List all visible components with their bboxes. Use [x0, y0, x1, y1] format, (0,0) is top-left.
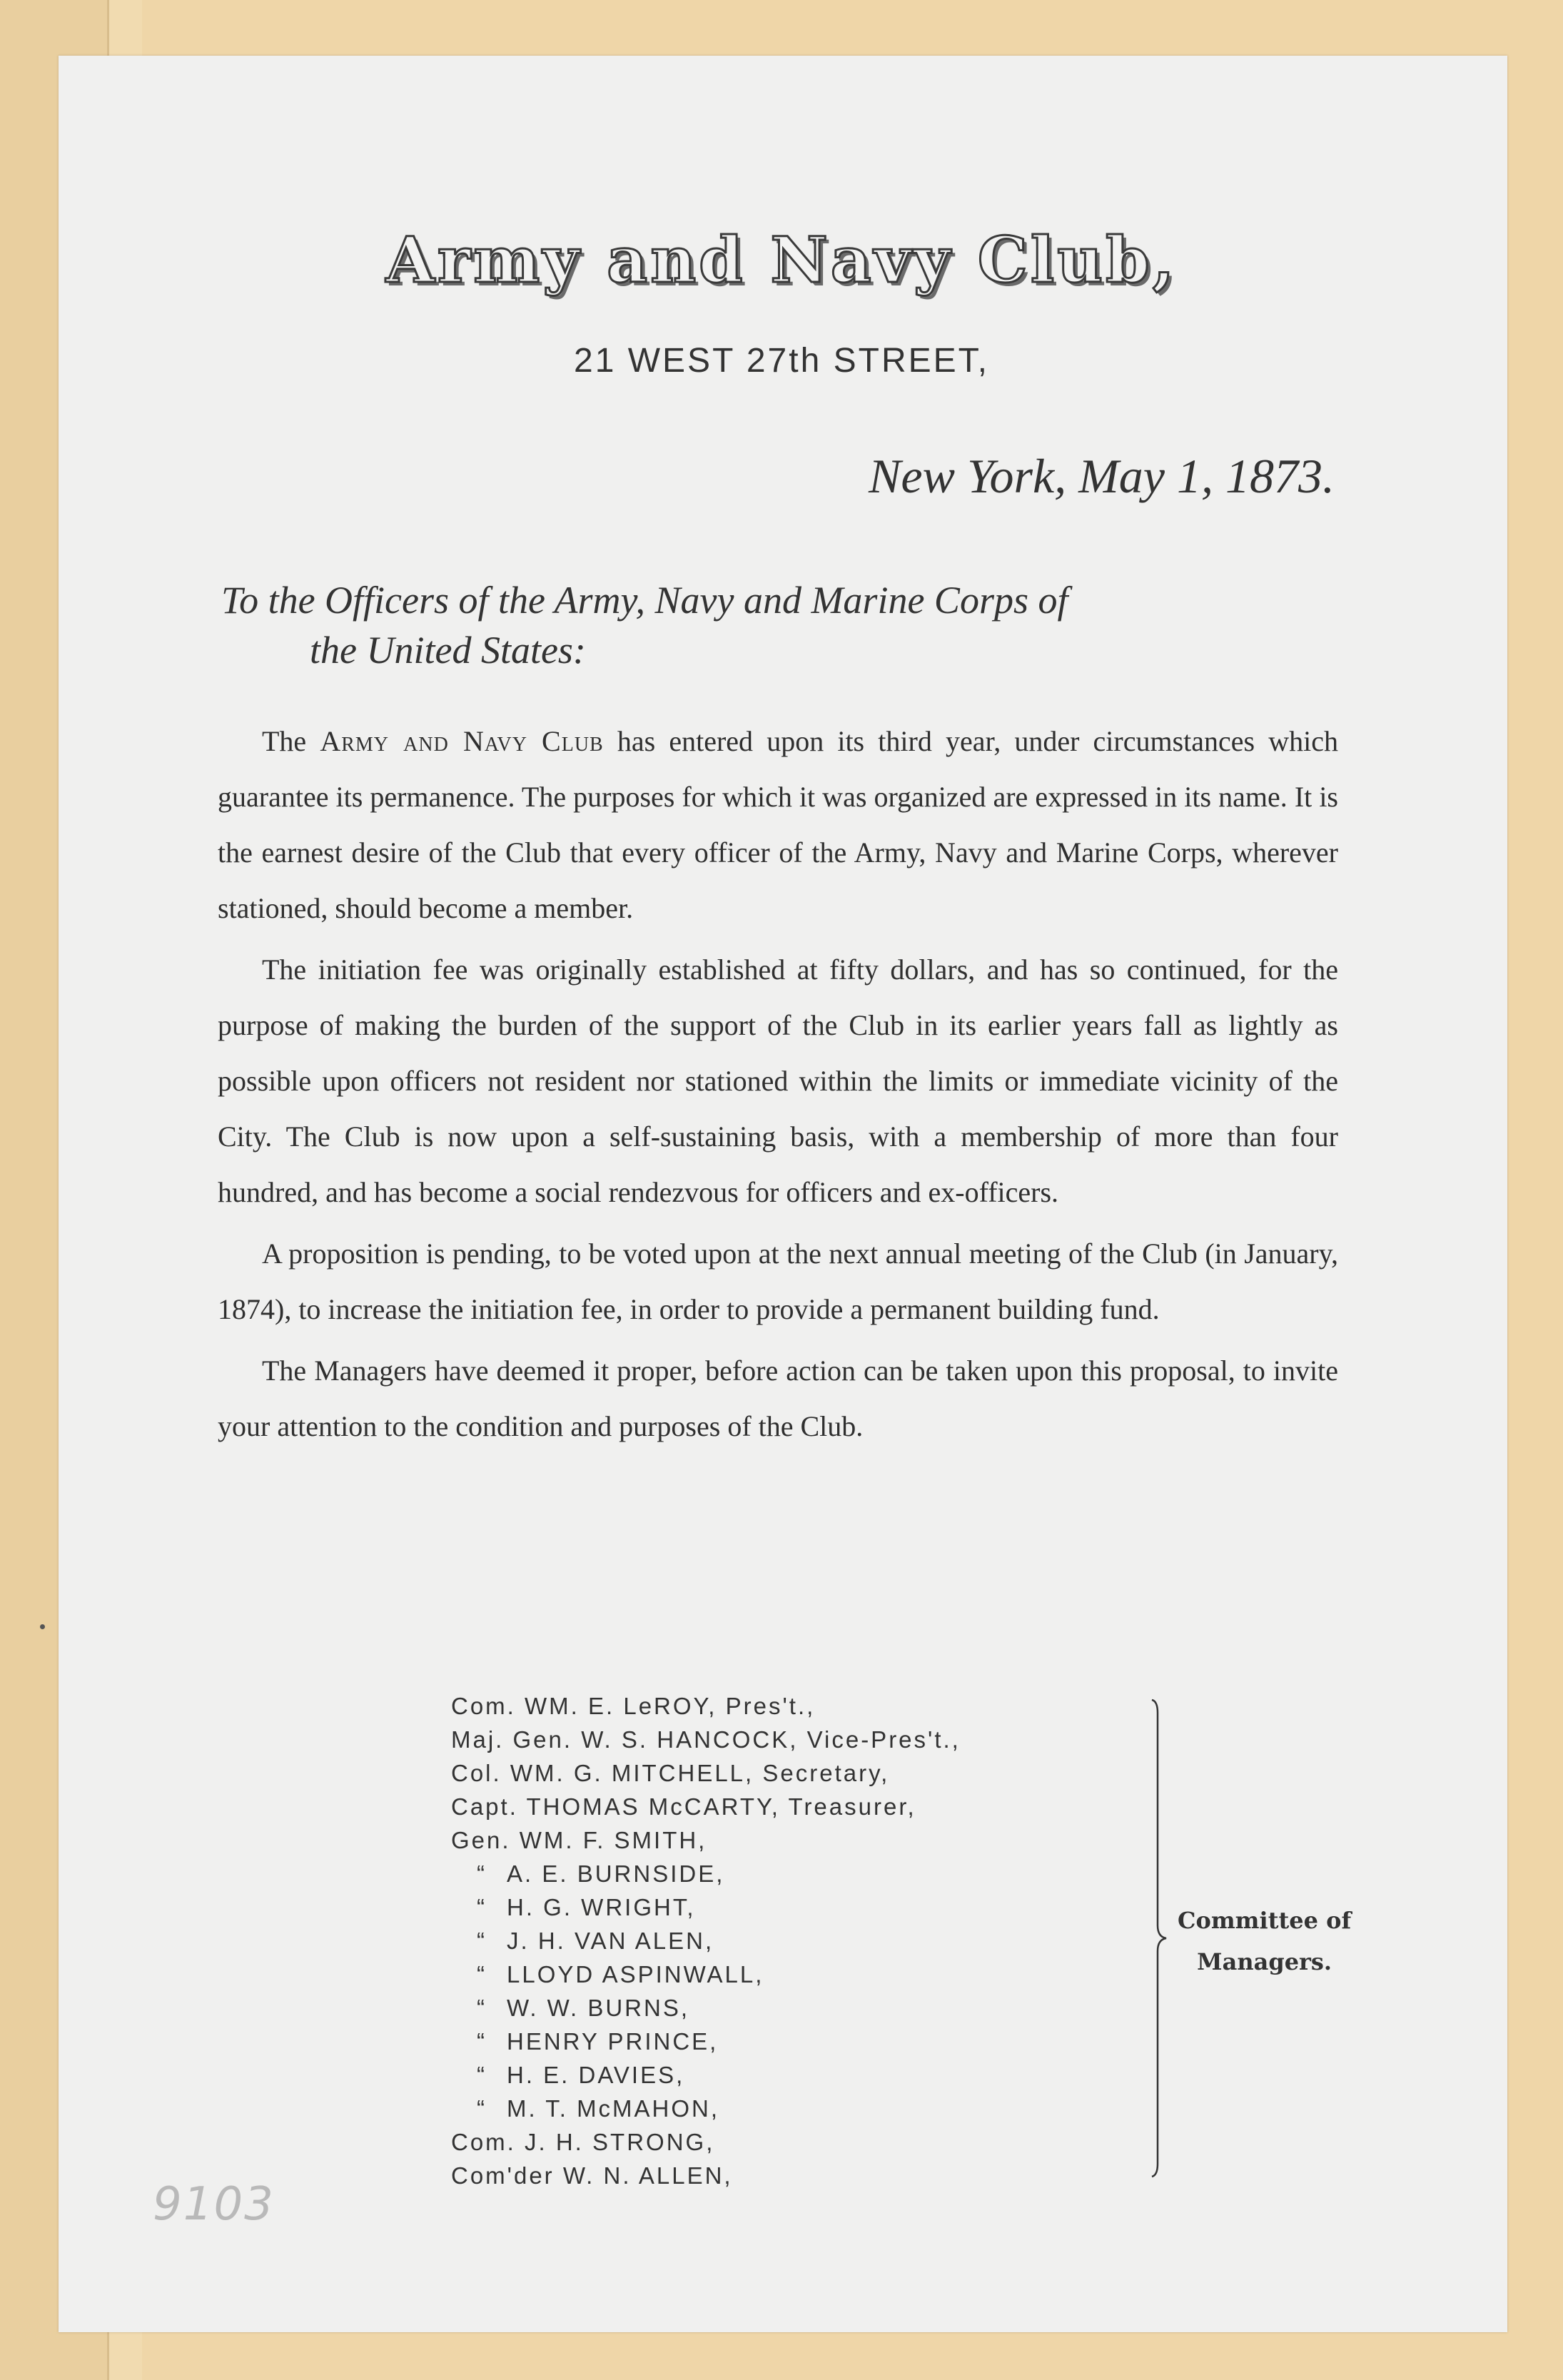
club-name: Army and Navy Club	[320, 725, 604, 757]
mount-spot	[40, 1624, 45, 1629]
paragraph-4: The Managers have deemed it proper, before action can be taken upon this proposal, to invite your attention to the condition and purposes of the Club.	[218, 1354, 1338, 1442]
salutation	[221, 575, 1363, 675]
letterhead-address: 21 WEST 27th STREET,	[574, 342, 989, 380]
signatory	[451, 2092, 961, 2125]
ditto-mark: “	[477, 2062, 487, 2088]
committee-label	[1178, 1900, 1351, 1983]
signatory-rank: Com.	[451, 2129, 516, 2155]
salutation-line-2: the United States:	[310, 629, 586, 672]
signatory-rank: Maj. Gen.	[451, 1726, 573, 1753]
signatory	[451, 2125, 961, 2159]
signatory	[451, 1991, 961, 2025]
signatory	[451, 1823, 961, 1857]
dateline: New York, May 1, 1873.	[869, 449, 1335, 503]
salutation-line-1: To the Officers of the Army, Navy and Marine Corps of	[221, 579, 1068, 622]
signatory-name: WM. E. LeROY, Pres't.,	[525, 1693, 816, 1719]
signatory-rank: Gen.	[451, 1827, 511, 1853]
paragraph-3: A proposition is pending, to be voted upon at the next annual meeting of the Club (in January, 1874), to increase the initiation fee, in order to provide a permanent building fund.	[218, 1237, 1338, 1325]
paragraph-1	[218, 714, 1338, 936]
paragraph-2: The initiation fee was originally established at fifty dollars, and has so continued, for the purpose of making the burden of the support of the Club in its earlier years fall as lightly as possible upon officers not resident nor stationed within the limits or immediate vicinity of the City. The Club is now upon a self-sustaining basis, with a membership of more than four hundred, and has become a social rendezvous for officers and ex-officers.	[218, 953, 1338, 1208]
signatory-rank: Capt.	[451, 1793, 518, 1820]
committee-brace	[1149, 1698, 1168, 2178]
signatory-name: H. G. WRIGHT,	[507, 1894, 696, 1920]
signatory	[451, 1924, 961, 1958]
signatory-name: J. H. VAN ALEN,	[507, 1928, 714, 1954]
signatory-rank: Com'der	[451, 2162, 555, 2189]
signatory-name: J. H. STRONG,	[525, 2129, 715, 2155]
signatory	[451, 1890, 961, 1924]
signatory	[451, 2159, 961, 2192]
signatory	[451, 1723, 961, 1756]
signatory-name: W. S. HANCOCK, Vice-Pres't.,	[581, 1726, 961, 1753]
signatory	[451, 1689, 961, 1723]
signatory-name: WM. G. MITCHELL, Secretary,	[510, 1760, 890, 1786]
committee-label-line-1: Committee of	[1178, 1907, 1352, 1934]
ditto-mark: “	[477, 1928, 487, 1954]
signatory-name: W. N. ALLEN,	[562, 2162, 733, 2189]
ditto-mark: “	[477, 2095, 487, 2122]
ditto-mark: “	[477, 1961, 487, 1987]
ditto-mark: “	[477, 2028, 487, 2055]
signatory-name: H. E. DAVIES,	[507, 2062, 685, 2088]
signatory-rank: Com.	[451, 1693, 516, 1719]
ditto-mark: “	[477, 1894, 487, 1920]
signatory-name: LLOYD ASPINWALL,	[507, 1961, 764, 1987]
signatory	[451, 1790, 961, 1823]
signatory-name: A. E. BURNSIDE,	[507, 1860, 725, 1887]
committee-label-line-2: Managers.	[1197, 1948, 1332, 1975]
signatory	[451, 1756, 961, 1790]
ditto-mark: “	[477, 1995, 487, 2021]
signatory-name: WM. F. SMITH,	[519, 1827, 707, 1853]
signatory	[451, 1857, 961, 1890]
letter-body	[218, 714, 1338, 1460]
signatory	[451, 2058, 961, 2092]
signatory-name: M. T. McMAHON,	[507, 2095, 720, 2122]
paragraph-1-lead: The	[262, 725, 307, 757]
signatory-name: W. W. BURNS,	[507, 1995, 690, 2021]
signatory-rank: Col.	[451, 1760, 502, 1786]
signatory-name: THOMAS McCARTY, Treasurer,	[526, 1793, 916, 1820]
pencil-catalog-number: 9103	[153, 2178, 275, 2231]
signatory	[451, 2025, 961, 2058]
paragraph-1-text: has entered upon its third year, under circumstances which guarantee its permanence. The purposes for which it was organized are expressed in its name. It is the earnest desire of the Club that every officer of the Army, Navy and Marine Corps, wherever stationed, should become a member.	[218, 725, 1339, 924]
signatory-name: HENRY PRINCE,	[507, 2028, 719, 2055]
letterhead-title: Army and Navy Club,	[385, 223, 1178, 297]
ditto-mark: “	[477, 1860, 487, 1887]
signatory-list	[451, 1689, 961, 2192]
signatory	[451, 1958, 961, 1991]
